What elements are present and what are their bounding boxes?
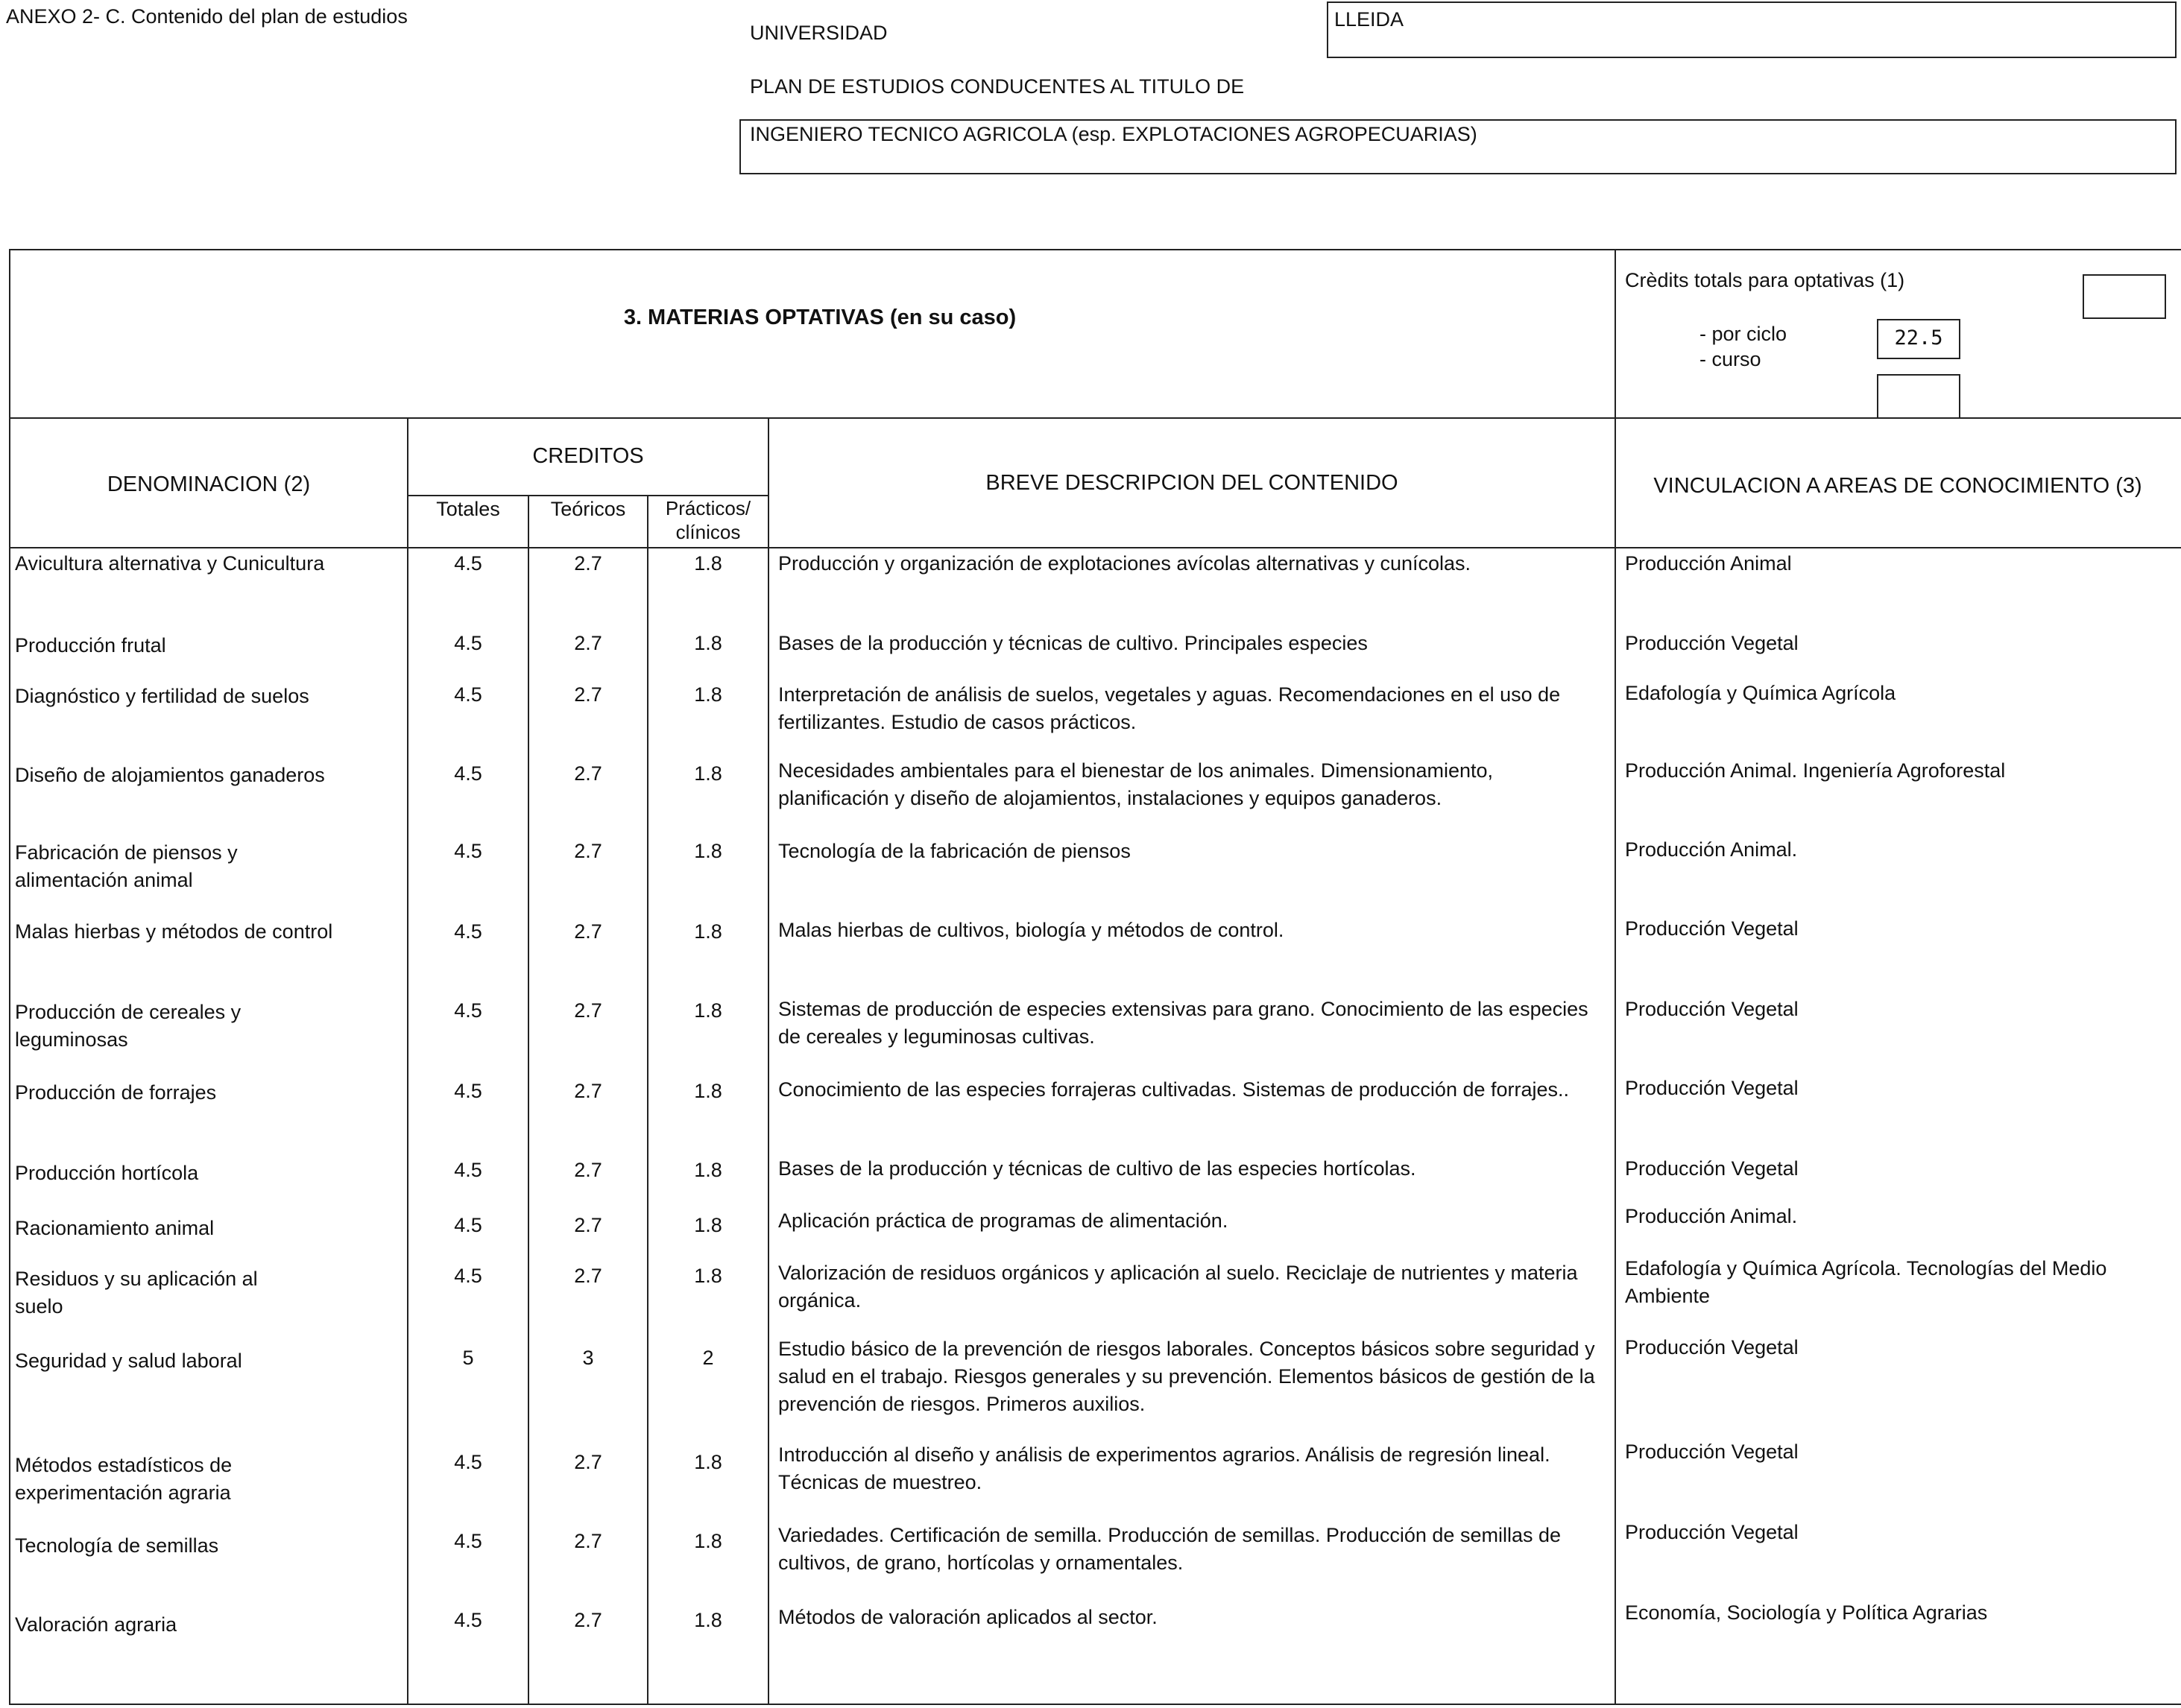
row-theory: 2.7	[574, 1159, 602, 1181]
plan-label: PLAN DE ESTUDIOS CONDUCENTES AL TITULO DE	[750, 75, 1245, 98]
annex-title: ANEXO 2- C. Contenido del plan de estudios	[6, 5, 408, 28]
row-totals: 4.5	[454, 632, 482, 654]
row-practice: 1.8	[694, 1451, 722, 1473]
row-totals: 4.5	[454, 1159, 482, 1181]
row-area: Producción Vegetal	[1625, 1440, 1799, 1463]
row-description: Aplicación práctica de programas de alimentación.	[778, 1209, 1228, 1232]
row-totals: 4.5	[454, 840, 482, 862]
row-practice: 1.8	[694, 1530, 722, 1552]
row-practice: 1.8	[694, 999, 722, 1022]
row-name: Producción frutal	[15, 634, 166, 657]
row-name: Diseño de alojamientos ganaderos	[15, 764, 325, 786]
title-band-divider	[9, 417, 2181, 419]
course-label: - curso	[1699, 348, 1761, 370]
header-area: VINCULACION A AREAS DE CONOCIMIENTO (3)	[1653, 474, 2142, 498]
row-area: Producción Animal.	[1625, 1205, 1798, 1227]
row-practice: 1.8	[694, 1609, 722, 1631]
row-theory: 2.7	[574, 920, 602, 943]
row-theory: 2.7	[574, 1451, 602, 1473]
section-title: 3. MATERIAS OPTATIVAS (en su caso)	[623, 306, 1017, 329]
row-theory: 2.7	[574, 1265, 602, 1287]
row-description: Producción y organización de explotaciones avícolas alternativas y cunícolas.	[778, 552, 1471, 575]
header-name: DENOMINACION (2)	[107, 472, 311, 496]
row-totals: 4.5	[454, 1451, 482, 1473]
row-totals: 5	[462, 1347, 474, 1369]
row-theory: 2.7	[574, 840, 602, 862]
row-name: Avicultura alternativa y Cunicultura	[15, 552, 325, 575]
header-theory: Teóricos	[550, 498, 626, 520]
row-description: Bases de la producción y técnicas de cultivo de las especies hortícolas.	[778, 1157, 1416, 1180]
row-name: Fabricación de piensos y alimentación animal	[15, 841, 238, 891]
header-totals: Totales	[436, 498, 500, 520]
area-column-divider	[1615, 249, 1616, 1704]
row-theory: 2.7	[574, 999, 602, 1022]
row-area: Producción Animal. Ingeniería Agroforestal	[1625, 759, 2006, 782]
row-area: Producción Vegetal	[1625, 1521, 1799, 1543]
row-area: Producción Vegetal	[1625, 998, 1799, 1020]
row-description: Interpretación de análisis de suelos, vegetales y aguas. Recomendaciones en el uso de fertilizantes. Estudio de casos prácticos.	[778, 683, 1561, 733]
row-area: Producción Vegetal	[1625, 1077, 1799, 1099]
row-name: Producción hortícola	[15, 1162, 199, 1184]
university-field	[1327, 1, 2177, 58]
row-area: Producción Animal	[1625, 552, 1792, 575]
row-theory: 2.7	[574, 1080, 602, 1102]
degree-field	[739, 119, 2177, 174]
row-theory: 2.7	[574, 683, 602, 706]
row-description: Sistemas de producción de especies extensivas para grano. Conocimiento de las especies de cereales y leguminosas cultivas.	[778, 998, 1588, 1048]
row-description: Malas hierbas de cultivos, biología y métodos de control.	[778, 919, 1284, 941]
row-name: Producción de cereales y leguminosas	[15, 1001, 242, 1051]
header-bottom-divider	[9, 547, 2181, 548]
row-theory: 2.7	[574, 1530, 602, 1552]
row-practice: 1.8	[694, 762, 722, 785]
row-description: Métodos de valoración aplicados al sector.	[778, 1606, 1158, 1628]
row-description: Valorización de residuos orgánicos y aplicación al suelo. Reciclaje de nutrientes y materia orgánica.	[778, 1262, 1578, 1312]
degree-value: INGENIERO TECNICO AGRICOLA (esp. EXPLOTACIONES AGROPECUARIAS)	[750, 123, 1477, 145]
row-name: Tecnología de semillas	[15, 1534, 219, 1557]
credits-total-box	[2083, 274, 2166, 319]
row-totals: 4.5	[454, 552, 482, 575]
row-area: Economía, Sociología y Política Agrarias	[1625, 1601, 1988, 1624]
row-totals: 4.5	[454, 683, 482, 706]
row-name: Malas hierbas y métodos de control	[15, 920, 333, 943]
row-area: Producción Vegetal	[1625, 632, 1799, 654]
credits-total-title: Crèdits totals para optativas (1)	[1625, 269, 1905, 291]
row-area: Producción Vegetal	[1625, 917, 1799, 940]
row-area: Producción Animal.	[1625, 838, 1798, 861]
row-totals: 4.5	[454, 999, 482, 1022]
row-practice: 1.8	[694, 1080, 722, 1102]
per-cycle-label: - por ciclo	[1699, 323, 1787, 345]
row-description: Necesidades ambientales para el bienestar de los animales. Dimensionamiento, planificación y diseño de alojamientos, instalaciones y equipos ganaderos.	[778, 759, 1494, 809]
row-name: Métodos estadísticos de experimentación agraria	[15, 1454, 233, 1504]
row-practice: 1.8	[694, 632, 722, 654]
row-name: Diagnóstico y fertilidad de suelos	[15, 685, 309, 707]
row-theory: 2.7	[574, 552, 602, 575]
header-practice: Prácticos/ clínicos	[665, 497, 751, 543]
header-credits: CREDITOS	[532, 444, 644, 468]
row-practice: 1.8	[694, 1265, 722, 1287]
row-description: Tecnología de la fabricación de piensos	[778, 840, 1131, 862]
row-theory: 2.7	[574, 762, 602, 785]
row-practice: 1.8	[694, 552, 722, 575]
row-area: Producción Vegetal	[1625, 1336, 1799, 1359]
row-totals: 4.5	[454, 1265, 482, 1287]
col-divider-name	[407, 419, 408, 1704]
row-theory: 3	[582, 1347, 594, 1369]
row-area: Producción Vegetal	[1625, 1157, 1799, 1180]
row-description: Variedades. Certificación de semilla. Producción de semillas. Producción de semillas de cultivos, de grano, hortícolas y ornamentales.	[778, 1524, 1562, 1574]
row-description: Bases de la producción y técnicas de cultivo. Principales especies	[778, 632, 1368, 654]
row-name: Residuos y su aplicación al suelo	[15, 1268, 258, 1318]
row-totals: 4.5	[454, 1609, 482, 1631]
row-totals: 4.5	[454, 762, 482, 785]
course-box	[1877, 374, 1960, 419]
row-practice: 1.8	[694, 1214, 722, 1236]
row-name: Valoración agraria	[15, 1613, 177, 1636]
row-totals: 4.5	[454, 1530, 482, 1552]
row-practice: 1.8	[694, 683, 722, 706]
col-divider-practice	[768, 419, 769, 1704]
row-description: Estudio básico de la prevención de riesgos laborales. Conceptos básicos sobre seguridad y salud en el trabajo. Riesgos generales y su prevención. Elementos básicos de gestión de la prevención de riesgos. Primeros auxilios.	[778, 1338, 1595, 1415]
row-practice: 1.8	[694, 1159, 722, 1181]
row-theory: 2.7	[574, 1214, 602, 1236]
row-theory: 2.7	[574, 632, 602, 654]
row-description: Conocimiento de las especies forrajeras cultivadas. Sistemas de producción de forrajes..	[778, 1078, 1570, 1101]
row-name: Racionamiento animal	[15, 1217, 215, 1239]
row-practice: 1.8	[694, 840, 722, 862]
row-name: Seguridad y salud laboral	[15, 1350, 242, 1372]
per-cycle-box: 22.5	[1877, 319, 1960, 359]
row-totals: 4.5	[454, 920, 482, 943]
header-description: BREVE DESCRIPCION DEL CONTENIDO	[985, 471, 1398, 495]
row-theory: 2.7	[574, 1609, 602, 1631]
university-label: UNIVERSIDAD	[750, 22, 888, 44]
row-practice: 1.8	[694, 920, 722, 943]
row-name: Producción de forrajes	[15, 1081, 217, 1104]
row-area: Edafología y Química Agrícola	[1625, 682, 1896, 704]
row-practice: 2	[702, 1347, 714, 1369]
row-description: Introducción al diseño y análisis de experimentos agrarios. Análisis de regresión lineal. Técnicas de muestreo.	[778, 1443, 1550, 1493]
row-totals: 4.5	[454, 1214, 482, 1236]
row-totals: 4.5	[454, 1080, 482, 1102]
row-area: Edafología y Química Agrícola. Tecnologías del Medio Ambiente	[1625, 1257, 2107, 1307]
university-value: LLEIDA	[1334, 8, 1404, 31]
